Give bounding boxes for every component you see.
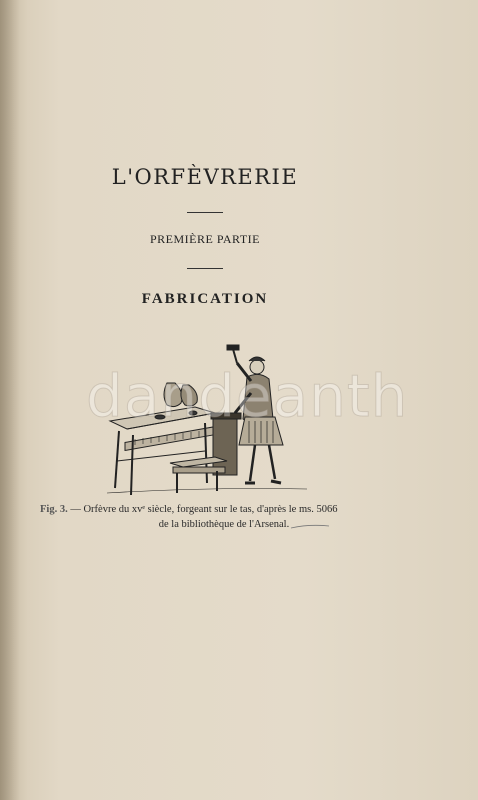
- gutter-shadow: [0, 0, 20, 800]
- page-title: L'ORFÈVRERIE: [111, 165, 299, 189]
- section-heading: FABRICATION: [141, 291, 269, 307]
- pencil-mark: [290, 524, 330, 530]
- figure-number: Fig. 3.: [40, 504, 68, 515]
- part-heading: PREMIÈRE PARTIE: [149, 232, 260, 246]
- caption-text-line1: — Orfèvre du xvᵉ siècle, forgeant sur le tas, d'après le ms. 5066: [70, 504, 338, 515]
- divider-rule-bottom: [187, 268, 223, 269]
- caption-text-line2: de la bibliothèque de l'Arsenal.: [158, 519, 290, 530]
- figure-caption: [40, 502, 400, 532]
- divider-rule-top: [187, 212, 223, 213]
- watermark-text: dandeanth: [86, 362, 409, 430]
